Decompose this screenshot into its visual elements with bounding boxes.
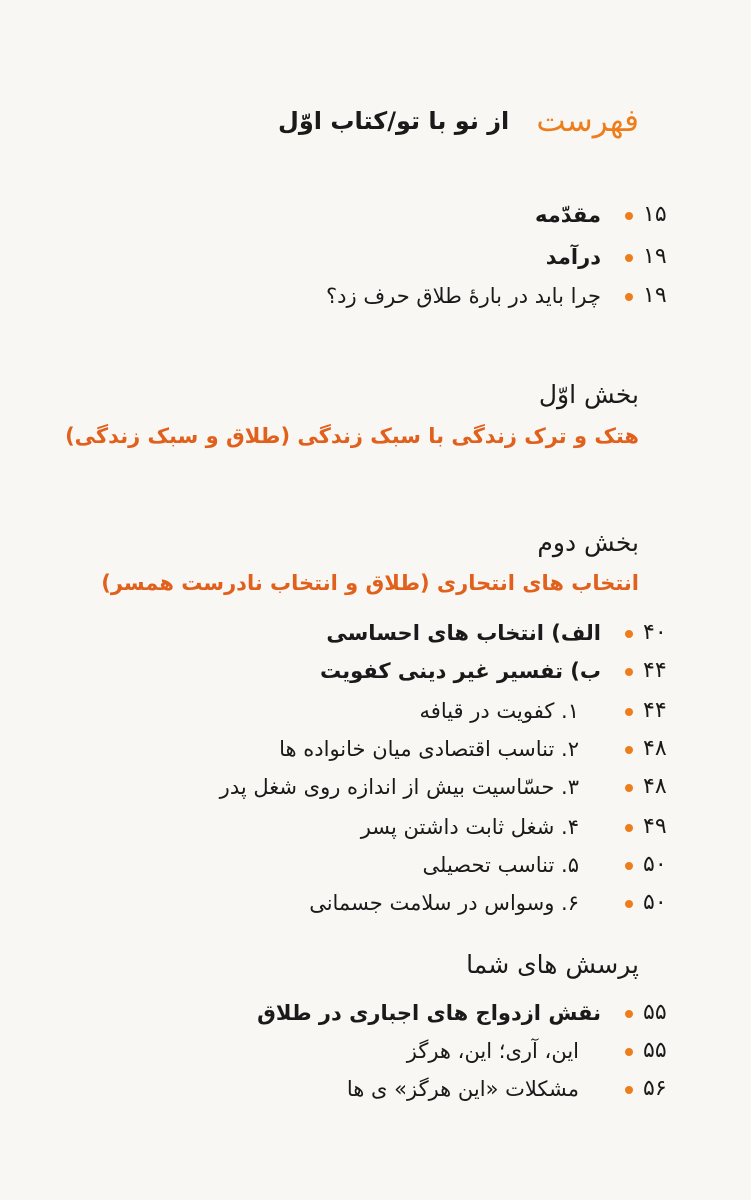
entry-label: این، آری؛ این، هرگز [406,1039,579,1063]
entry-label: الف) انتخاب های احساسی [326,621,601,645]
page-number: ۴۰ [643,620,667,645]
bullet-icon [625,824,633,832]
bullet-icon [625,900,633,908]
entry-label: درآمد [545,245,601,269]
page-number: ۵۶ [643,1076,667,1101]
page-number: ۴۸ [643,736,667,761]
toc-entry[interactable] [0,808,751,846]
bullet-icon [625,254,633,262]
entry-label: نقش ازدواج های اجباری در طلاق [257,1001,601,1025]
page-number: ۱۵ [643,202,667,227]
toc-entry[interactable] [0,1032,751,1070]
entry-label: ۶. وسواس در سلامت جسمانی [309,891,579,915]
bullet-icon [625,862,633,870]
toc-entry[interactable] [0,1070,751,1108]
page-number: ۵۰ [643,852,667,877]
toc-entry[interactable] [0,846,751,884]
part2-heading: بخش دوم [537,528,639,557]
page-number: ۴۴ [643,698,667,723]
bullet-icon [625,1086,633,1094]
toc-entry[interactable] [0,196,751,234]
entry-label: ۲. تناسب اقتصادی میان خانواده ها [279,737,579,761]
entry-label: ۵. تناسب تحصیلی [422,853,579,877]
page-title: فهرست [536,103,639,139]
page-number: ۴۹ [643,814,667,839]
toc-entry[interactable] [0,884,751,922]
bullet-icon [625,1048,633,1056]
entry-label: ۳. حسّاسیت بیش از اندازه روی شغل پدر [219,775,579,799]
bullet-icon [625,708,633,716]
part1-heading: بخش اوّل [538,380,639,409]
entry-label: ۱. کفویت در قیافه [419,699,579,723]
toc-entry[interactable] [0,730,751,768]
page-number: ۱۹ [643,244,667,269]
part2-subtitle[interactable]: انتخاب های انتحاری (طلاق و انتخاب نادرست همسر) [101,571,639,595]
toc-entry[interactable] [0,614,751,652]
entry-label: مشکلات «این هرگز» ی ها [346,1077,579,1101]
toc-header [278,103,639,139]
toc-entry[interactable] [0,277,751,315]
page-number: ۱۹ [643,283,667,308]
book-subtitle: از نو با تو/کتاب اوّل [278,107,510,135]
bullet-icon [625,784,633,792]
toc-entry[interactable] [0,994,751,1032]
questions-heading: پرسش های شما [466,950,639,979]
page-number: ۵۰ [643,890,667,915]
page-number: ۴۸ [643,774,667,799]
entry-label: مقدّمه [535,203,601,227]
toc-entry[interactable] [0,238,751,276]
toc-entry[interactable] [0,652,751,690]
page-number: ۴۴ [643,658,667,683]
part1-subtitle[interactable]: هتک و ترک زندگی با سبک زندگی (طلاق و سبک زندگی) [65,424,639,448]
bullet-icon [625,212,633,220]
page-number: ۵۵ [643,1038,667,1063]
bullet-icon [625,293,633,301]
toc-entry[interactable] [0,768,751,806]
entry-label: چرا باید در بارهٔ طلاق حرف زد؟ [326,284,601,308]
entry-label: ب) تفسیر غیر دینی کفویت [319,659,601,683]
bullet-icon [625,668,633,676]
entry-label: ۴. شغل ثابت داشتن پسر [360,815,579,839]
bullet-icon [625,1010,633,1018]
page-number: ۵۵ [643,1000,667,1025]
bullet-icon [625,746,633,754]
bullet-icon [625,630,633,638]
toc-entry[interactable] [0,692,751,730]
